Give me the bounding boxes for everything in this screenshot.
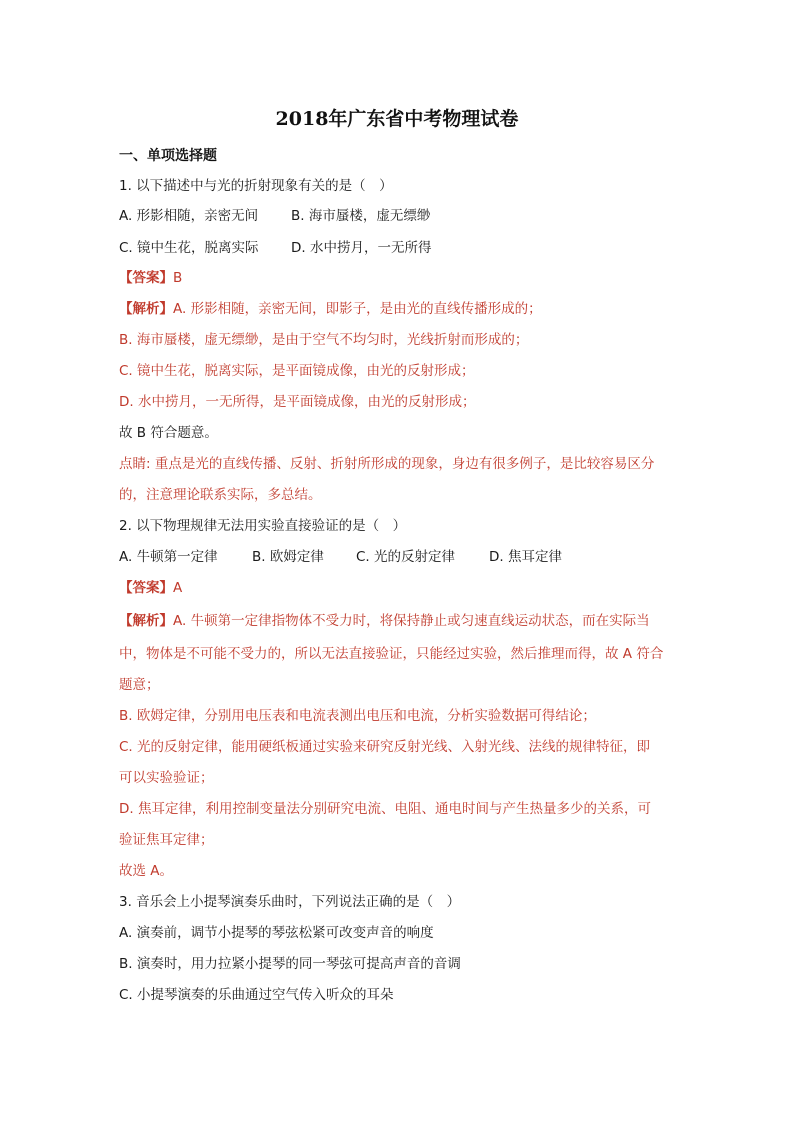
q1-options-row-2: [119, 239, 432, 257]
q2-analysis-line-8: 验证焦耳定律；: [119, 832, 214, 848]
q2-option-c: C. 光的反射定律: [356, 549, 456, 565]
q2-stem: 2. 以下物理规律无法用实验直接验证的是（ ）: [119, 518, 407, 534]
q1-answer: [119, 269, 182, 287]
q2-analysis-line-3: 题意；: [119, 677, 160, 693]
q1-option-c: C. 镜中生花，脱离实际: [119, 240, 259, 256]
document-title: 2018年广东省中考物理试卷: [275, 108, 519, 130]
q1-conclusion: 故 B 符合题意。: [119, 425, 218, 441]
section-heading: 一、单项选择题: [119, 148, 217, 164]
q2-option-d: D. 焦耳定律: [489, 549, 562, 565]
q2-option-a: A. 牛顿第一定律: [119, 549, 218, 565]
q2-analysis-line-5: C. 光的反射定律，能用硬纸板通过实验来研究反射光线、入射光线、法线的规律特征，即: [119, 739, 651, 755]
q2-analysis-line-7: D. 焦耳定律，利用控制变量法分别研究电流、电阻、通电时间与产生热量多少的关系，可: [119, 801, 651, 817]
q2-option-b: B. 欧姆定律: [252, 549, 324, 565]
analysis-text: A. 形影相随，亲密无间，即影子，是由光的直线传播形成的；: [173, 301, 542, 317]
q3-option-a: A. 演奏前，调节小提琴的琴弦松紧可改变声音的响度: [119, 925, 434, 941]
q1-option-d: D. 水中捞月，一无所得: [291, 240, 432, 256]
q2-answer: [119, 579, 182, 597]
analysis-text: A. 牛顿第一定律指物体不受力时，将保持静止或匀速直线运动状态，而在实际当: [173, 613, 650, 629]
q2-analysis-line-4: B. 欧姆定律，分别用电压表和电流表测出电压和电流，分析实验数据可得结论；: [119, 708, 596, 724]
q3-option-b: B. 演奏时，用力拉紧小提琴的同一琴弦可提高声音的音调: [119, 956, 461, 972]
q1-analysis-line-2: B. 海市蜃楼，虚无缥缈，是由于空气不均匀时，光线折射而形成的；: [119, 332, 529, 348]
q3-stem: 3. 音乐会上小提琴演奏乐曲时，下列说法正确的是（ ）: [119, 894, 461, 910]
answer-label: 【答案】: [119, 580, 173, 596]
analysis-label: 【解析】: [119, 613, 173, 629]
q1-option-b: B. 海市蜃楼，虚无缥缈: [291, 208, 431, 224]
q1-stem: 1. 以下描述中与光的折射现象有关的是（ ）: [119, 178, 393, 194]
q1-comment-line-2: 的，注意理论联系实际，多总结。: [119, 487, 322, 503]
q1-analysis-line-1: [119, 300, 542, 318]
answer-value: B: [173, 270, 183, 286]
answer-value: A: [173, 580, 183, 596]
q3-option-c: C. 小提琴演奏的乐曲通过空气传入听众的耳朵: [119, 987, 394, 1003]
q1-comment-line-1: 点睛: 重点是光的直线传播、反射、折射所形成的现象，身边有很多例子，是比较容易区分: [119, 456, 655, 472]
q2-analysis-line-2: 中，物体是不可能不受力的，所以无法直接验证，只能经过实验，然后推理而得，故 A 符合: [119, 646, 664, 662]
q2-conclusion: 故选 A。: [119, 863, 174, 879]
q1-options-row-1: [119, 207, 431, 225]
analysis-label: 【解析】: [119, 301, 173, 317]
q1-analysis-line-4: D. 水中捞月，一无所得，是平面镜成像，由光的反射形成；: [119, 394, 476, 410]
answer-label: 【答案】: [119, 270, 173, 286]
q1-analysis-line-3: C. 镜中生花，脱离实际，是平面镜成像，由光的反射形成；: [119, 363, 475, 379]
q2-analysis-line-1: [119, 612, 650, 630]
q1-option-a: A. 形影相随，亲密无间: [119, 208, 259, 224]
q2-options-row: [119, 548, 562, 566]
q2-analysis-line-6: 可以实验验证；: [119, 770, 214, 786]
